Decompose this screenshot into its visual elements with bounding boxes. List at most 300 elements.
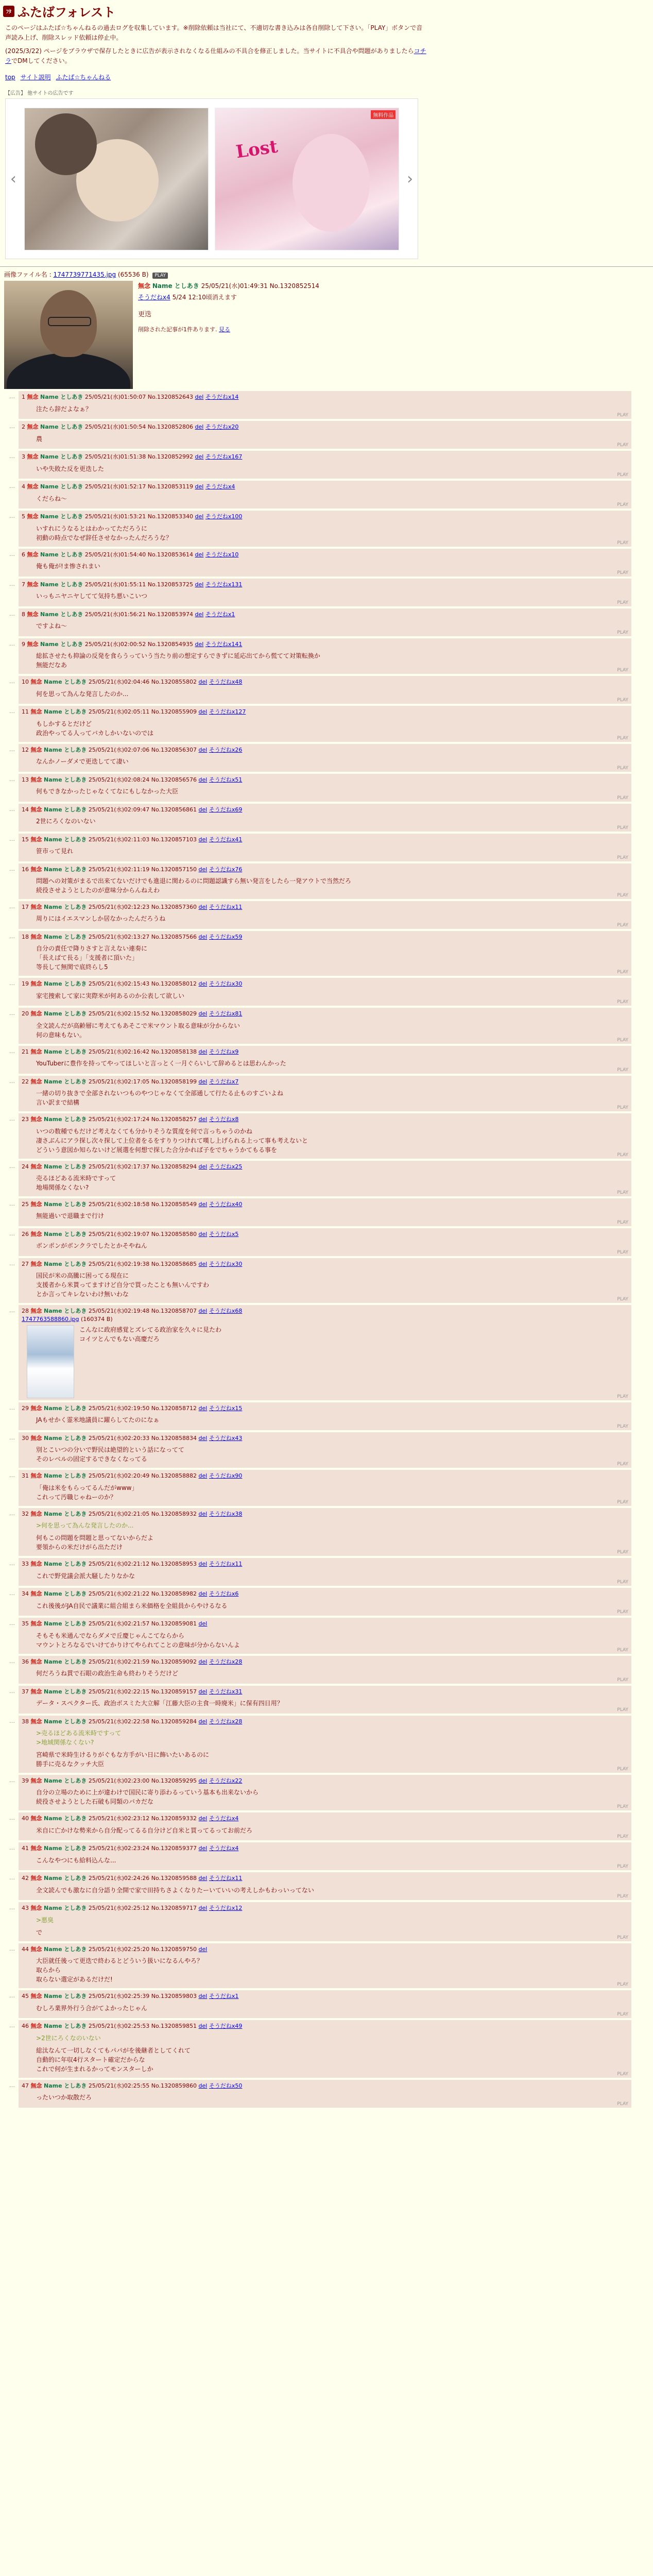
- reply-name: Name としあき: [40, 581, 83, 588]
- reply-post: [9, 1872, 649, 1900]
- reply-play-button[interactable]: PLAY: [617, 1767, 628, 1772]
- del-link[interactable]: del: [198, 1200, 208, 1208]
- reply-play-button[interactable]: PLAY: [617, 698, 628, 703]
- reply-name: Name としあき: [44, 1308, 87, 1315]
- reply-number: 14: [22, 806, 29, 813]
- reply-body: [19, 1775, 631, 1810]
- play-button[interactable]: PLAY: [152, 273, 168, 279]
- reply-name: Name としあき: [44, 1620, 87, 1628]
- del-link[interactable]: del: [198, 1718, 208, 1725]
- reply-name: Name としあき: [44, 1230, 87, 1238]
- del-link[interactable]: del: [198, 1163, 208, 1170]
- reply-date: 25/05/21(水)02:22:15: [88, 1688, 150, 1695]
- reply-play-button[interactable]: PLAY: [617, 1219, 628, 1225]
- reply-text: そもそも米通んでならダメで丘慶じゃんこてならから マウントとろなるでいけてかりけてやられてことの意味が分からないんよ: [36, 1632, 240, 1649]
- del-link[interactable]: del: [198, 1993, 208, 2000]
- reply-play-button[interactable]: PLAY: [617, 1462, 628, 1467]
- reply-no: No.1320857150: [151, 866, 197, 873]
- reply-name: Name としあき: [44, 1405, 87, 1412]
- reply-number: 21: [22, 1048, 29, 1055]
- sodane-link[interactable]: そうだねx31: [209, 1688, 243, 1695]
- reply-body: [19, 1812, 631, 1840]
- top-link[interactable]: top: [5, 74, 15, 81]
- op-image-glasses: [48, 317, 91, 326]
- sodane-link[interactable]: そうだねx4: [205, 483, 235, 490]
- reply-quote: >何を思って為んな発言したのか...: [36, 1522, 134, 1530]
- del-link[interactable]: del: [198, 866, 208, 873]
- reply-text: 総汰なんて一切しなくてもパパがを後継者としてくれて 自動的に年収4行スタート確定だからな これで何が生まれるかってモンスターしか: [36, 2046, 191, 2073]
- reply-text: 俺も俺が!ま惨されまい: [36, 563, 100, 570]
- del-link[interactable]: del: [198, 1230, 208, 1238]
- reply-name: Name としあき: [44, 836, 87, 843]
- reply-body: [19, 608, 631, 636]
- reply-play-button[interactable]: PLAY: [617, 922, 628, 928]
- del-link[interactable]: del: [198, 1815, 208, 1822]
- del-link[interactable]: del: [198, 980, 208, 988]
- del-link[interactable]: del: [198, 836, 208, 843]
- reply-header: [22, 1874, 628, 1882]
- sodane-link[interactable]: そうだねx167: [205, 453, 243, 461]
- reply-body: [19, 1508, 631, 1556]
- reply-play-button[interactable]: PLAY: [617, 570, 628, 575]
- sodane-link[interactable]: そうだねx12: [209, 1905, 243, 1912]
- futaba-link[interactable]: ふたば☆ちゃんねる: [56, 74, 111, 81]
- ad-card[interactable]: [215, 108, 399, 250]
- reply-number: 42: [22, 1875, 29, 1882]
- reply-arrow-icon: …: [9, 805, 15, 812]
- reply-play-button[interactable]: PLAY: [617, 1864, 628, 1870]
- del-link[interactable]: del: [198, 1405, 208, 1412]
- reply-play-button[interactable]: PLAY: [617, 1037, 628, 1043]
- sodane-link[interactable]: そうだねx11: [209, 1875, 243, 1882]
- reply-name: Name としあき: [44, 1845, 87, 1852]
- reply-name: Name としあき: [44, 1688, 87, 1695]
- reply-play-button[interactable]: PLAY: [617, 1067, 628, 1073]
- reply-number: 2: [22, 423, 25, 431]
- reply-text: YouTuberに豊作を持ってやってほしいと言っとく一月ぐらいして辞めるとは思わんかった: [36, 1060, 286, 1067]
- reply-arrow-icon: …: [9, 1904, 15, 1911]
- reply-number: 10: [22, 679, 29, 686]
- del-link[interactable]: del: [195, 453, 204, 461]
- del-link[interactable]: del: [198, 1905, 208, 1912]
- reply-file-link[interactable]: 1747763588860.jpg: [22, 1315, 79, 1323]
- reply-text: これで野党議会派大騒したりなかな: [36, 1572, 135, 1580]
- reply-play-button[interactable]: PLAY: [617, 1394, 628, 1400]
- sodane-link[interactable]: そうだねx48: [209, 679, 243, 686]
- reply-play-button[interactable]: PLAY: [617, 1935, 628, 1940]
- carousel-next-icon[interactable]: ›: [407, 170, 414, 188]
- reply-subject: 無念: [27, 394, 39, 401]
- sodane-link[interactable]: そうだねx5: [209, 1230, 239, 1238]
- reply-number: 3: [22, 453, 25, 461]
- reply-play-button[interactable]: PLAY: [617, 1609, 628, 1615]
- del-link[interactable]: del: [198, 1078, 208, 1085]
- reply-arrow-icon: …: [9, 1992, 15, 1999]
- reply-text: 売るほどある流米時ですって 地場関係なくない?: [36, 1174, 116, 1191]
- sodane-link[interactable]: そうだねx30: [209, 1260, 243, 1267]
- reply-play-button[interactable]: PLAY: [617, 1249, 628, 1255]
- op-sodane-link[interactable]: そうだねx4: [138, 293, 170, 301]
- reply-arrow-icon: …: [9, 423, 15, 430]
- reply-no: No.1320859092: [151, 1658, 197, 1665]
- sodane-link[interactable]: そうだねx68: [209, 1308, 243, 1315]
- reply-text: ったいつか取散だろ: [36, 2093, 92, 2101]
- reply-number: 16: [22, 866, 29, 873]
- reply-post: [9, 1618, 649, 1653]
- del-link[interactable]: del: [195, 483, 204, 490]
- reply-text: これ後後がJA自民で議業に組合組まら米価格を全組員からやけるなる: [36, 1602, 228, 1609]
- about-link[interactable]: サイト説明: [20, 74, 51, 81]
- reply-arrow-icon: …: [9, 1657, 15, 1665]
- reply-play-button[interactable]: PLAY: [617, 540, 628, 546]
- reply-number: 8: [22, 611, 25, 618]
- sodane-link[interactable]: そうだねx10: [205, 551, 239, 558]
- reply-play-button[interactable]: PLAY: [617, 668, 628, 673]
- reply-play-button[interactable]: PLAY: [617, 892, 628, 898]
- reply-play-button[interactable]: PLAY: [617, 1834, 628, 1840]
- reply-header: [22, 393, 628, 401]
- reply-arrow-icon: …: [9, 1687, 15, 1694]
- sodane-link[interactable]: そうだねx28: [209, 1658, 243, 1665]
- del-link[interactable]: del: [198, 806, 208, 813]
- del-link[interactable]: del: [198, 1116, 208, 1123]
- del-link[interactable]: del: [198, 1510, 208, 1517]
- sodane-link[interactable]: そうだねx81: [209, 1010, 243, 1018]
- sodane-link[interactable]: そうだねx43: [209, 1435, 243, 1442]
- sodane-link[interactable]: そうだねx30: [209, 980, 243, 988]
- sodane-link[interactable]: そうだねx69: [209, 806, 243, 813]
- del-link[interactable]: del: [198, 1620, 208, 1628]
- del-link[interactable]: del: [198, 1875, 208, 1882]
- reply-header: [22, 423, 628, 431]
- reply-body: [19, 1716, 631, 1773]
- sodane-link[interactable]: そうだねx25: [209, 1163, 243, 1170]
- reply-arrow-icon: …: [9, 1404, 15, 1412]
- reply-no: No.1320858834: [151, 1435, 197, 1442]
- reply-arrow-icon: …: [9, 1945, 15, 1952]
- reply-arrow-icon: …: [9, 1077, 15, 1084]
- sodane-link[interactable]: そうだねx11: [209, 903, 243, 910]
- reply-play-button[interactable]: PLAY: [617, 1190, 628, 1195]
- sodane-link[interactable]: そうだねx4: [209, 1845, 239, 1852]
- reply-name: Name としあき: [44, 1993, 87, 2000]
- reply-header: [22, 1434, 628, 1442]
- reply-header: [22, 933, 628, 941]
- intro: [5, 23, 427, 65]
- reply-subject: 無念: [30, 1658, 42, 1665]
- sodane-link[interactable]: そうだねx41: [209, 836, 243, 843]
- del-link[interactable]: del: [198, 933, 208, 940]
- reply-date: 25/05/21(水)02:17:37: [88, 1163, 150, 1170]
- reply-subject: 無念: [30, 1435, 42, 1442]
- reply-play-button[interactable]: PLAY: [617, 765, 628, 771]
- sodane-link[interactable]: そうだねx14: [205, 394, 239, 401]
- del-link[interactable]: del: [198, 679, 208, 686]
- reply-date: 25/05/21(水)02:19:38: [88, 1260, 150, 1267]
- del-link[interactable]: del: [198, 1472, 208, 1480]
- reply-play-button[interactable]: PLAY: [617, 630, 628, 635]
- sodane-link[interactable]: そうだねx127: [209, 708, 246, 716]
- reply-number: 29: [22, 1405, 29, 1412]
- sodane-link[interactable]: そうだねx6: [209, 1590, 239, 1598]
- reply-play-button[interactable]: PLAY: [617, 970, 628, 975]
- reply-body: [19, 2080, 631, 2108]
- del-link[interactable]: del: [198, 1561, 208, 1568]
- op-subject: 無念: [138, 282, 151, 290]
- reply-header: [22, 776, 628, 784]
- reply-play-button[interactable]: PLAY: [617, 1499, 628, 1505]
- reply-number: 36: [22, 1658, 29, 1665]
- del-link[interactable]: del: [195, 423, 204, 431]
- carousel-prev-icon[interactable]: ‹: [10, 170, 16, 188]
- del-link[interactable]: del: [198, 746, 208, 753]
- reply-no: No.1320857360: [151, 903, 197, 910]
- reply-text: いっもニヤニヤしてて気持ち悪いこいつ: [36, 592, 148, 600]
- del-link[interactable]: del: [198, 903, 208, 910]
- sodane-link[interactable]: そうだねx90: [209, 1472, 243, 1480]
- reply-play-button[interactable]: PLAY: [617, 1550, 628, 1555]
- sodane-link[interactable]: そうだねx28: [209, 1718, 243, 1725]
- reply-arrow-icon: …: [9, 1815, 15, 1822]
- reply-header: [22, 1658, 628, 1666]
- reply-post: [9, 1902, 649, 1941]
- sodane-link[interactable]: そうだねx20: [205, 423, 239, 431]
- reply-play-button[interactable]: PLAY: [617, 443, 628, 448]
- reply-no: No.1320858580: [151, 1230, 197, 1238]
- del-link[interactable]: del: [198, 1777, 208, 1785]
- op-file-link[interactable]: 1747739771435.jpg: [53, 271, 116, 279]
- sodane-link[interactable]: そうだねx8: [209, 1116, 239, 1123]
- reply-play-button[interactable]: PLAY: [617, 1152, 628, 1158]
- reply-play-button[interactable]: PLAY: [617, 999, 628, 1005]
- del-link[interactable]: del: [195, 394, 204, 401]
- del-link[interactable]: del: [198, 2023, 208, 2030]
- site-title[interactable]: ふたばフォレスト: [18, 5, 116, 20]
- reply-play-button[interactable]: PLAY: [617, 795, 628, 801]
- reply-number: 44: [22, 1945, 29, 1953]
- reply-post: [9, 421, 649, 449]
- site-logo-icon[interactable]: ﾌﾀ: [3, 6, 14, 17]
- del-link[interactable]: del: [195, 513, 204, 520]
- reply-arrow-icon: …: [9, 1115, 15, 1123]
- reply-play-button[interactable]: PLAY: [617, 825, 628, 831]
- reply-body: [19, 1618, 631, 1653]
- reply-play-button[interactable]: PLAY: [617, 2071, 628, 2077]
- del-link[interactable]: del: [195, 640, 204, 648]
- op-thumbnail[interactable]: [4, 281, 133, 389]
- reply-play-button[interactable]: PLAY: [617, 2012, 628, 2018]
- ad-card[interactable]: [24, 108, 209, 250]
- reply-play-button[interactable]: PLAY: [617, 502, 628, 508]
- del-link[interactable]: del: [198, 1435, 208, 1442]
- reply-body: [19, 931, 631, 976]
- sodane-link[interactable]: そうだねx1: [209, 1993, 239, 2000]
- reply-arrow-icon: …: [9, 1472, 15, 1479]
- sodane-link[interactable]: そうだねx7: [209, 1078, 239, 1085]
- reply-name: Name としあき: [44, 1658, 87, 1665]
- reply-subject: 無念: [30, 1945, 42, 1953]
- reply-play-button[interactable]: PLAY: [617, 735, 628, 741]
- reply-post: [9, 579, 649, 606]
- reply-arrow-icon: …: [9, 1260, 15, 1267]
- reply-text: 何だろうね貫で石眼の政治生命も終わりそうだけど: [36, 1670, 179, 1677]
- del-link[interactable]: del: [198, 1658, 208, 1665]
- sodane-link[interactable]: そうだねx76: [209, 866, 243, 873]
- sodane-link[interactable]: そうだねx11: [209, 1561, 243, 1568]
- reply-text: 笹市って見れ: [36, 847, 74, 855]
- reply-post: [9, 1198, 649, 1226]
- reply-play-button[interactable]: PLAY: [617, 600, 628, 605]
- reply-text: 農: [36, 435, 43, 443]
- del-link[interactable]: del: [195, 581, 204, 588]
- reply-body: [19, 1046, 631, 1074]
- contact-link[interactable]: コチラ: [5, 47, 426, 64]
- reply-date: 25/05/21(水)02:25:39: [88, 1993, 150, 2000]
- reply-no: No.1320858012: [151, 980, 197, 988]
- sodane-link[interactable]: そうだねx1: [205, 611, 235, 618]
- reply-date: 25/05/21(水)02:25:12: [88, 1905, 150, 1912]
- reply-header: [22, 513, 628, 520]
- reply-date: 25/05/21(水)02:21:22: [88, 1590, 150, 1598]
- reply-play-button[interactable]: PLAY: [617, 1804, 628, 1810]
- reply-name: Name としあき: [44, 1905, 87, 1912]
- sodane-link[interactable]: そうだねx22: [209, 1777, 243, 1785]
- reply-subject: 無念: [30, 1010, 42, 1018]
- reply-play-button[interactable]: PLAY: [617, 1677, 628, 1683]
- reply-quote: >2世にろくなのいない: [36, 2034, 101, 2042]
- reply-header: [22, 1620, 628, 1628]
- reply-subject: 無念: [30, 1561, 42, 1568]
- del-link[interactable]: del: [198, 1945, 208, 1953]
- op-file-size: (65536 B): [117, 271, 149, 279]
- del-link[interactable]: del: [198, 708, 208, 716]
- sodane-link[interactable]: そうだねx49: [209, 2023, 243, 2030]
- reply-play-button[interactable]: PLAY: [617, 1894, 628, 1900]
- reply-date: 25/05/21(水)02:23:12: [88, 1815, 150, 1822]
- reply-date: 25/05/21(水)02:16:42: [88, 1048, 150, 1055]
- reply-name: Name としあき: [44, 1472, 87, 1480]
- reply-date: 25/05/21(水)02:23:24: [88, 1845, 150, 1852]
- reply-no: No.1320859851: [151, 2023, 197, 2030]
- del-link[interactable]: del: [198, 1688, 208, 1695]
- sodane-link[interactable]: そうだねx51: [209, 776, 243, 783]
- reply-play-button[interactable]: PLAY: [617, 1647, 628, 1653]
- reply-number: 33: [22, 1561, 29, 1568]
- ad-tag: 無料作品: [371, 110, 396, 119]
- reply-body: [19, 1305, 631, 1400]
- reply-play-button[interactable]: PLAY: [617, 1105, 628, 1111]
- reply-subject: 無念: [30, 980, 42, 988]
- reply-play-button[interactable]: PLAY: [617, 1707, 628, 1713]
- header: [0, 0, 653, 259]
- del-link[interactable]: del: [195, 551, 204, 558]
- reply-name: Name としあき: [40, 394, 83, 401]
- del-link[interactable]: del: [195, 611, 204, 618]
- reply-subject: 無念: [30, 2082, 42, 2089]
- reply-play-button[interactable]: PLAY: [617, 1982, 628, 1988]
- reply-number: 35: [22, 1620, 29, 1628]
- reply-number: 32: [22, 1510, 29, 1517]
- reply-play-button[interactable]: PLAY: [617, 855, 628, 860]
- reply-header: [22, 1048, 628, 1056]
- del-link[interactable]: del: [198, 1010, 208, 1018]
- del-link[interactable]: del: [198, 1260, 208, 1267]
- reply-header: [22, 678, 628, 686]
- op-note-link[interactable]: 見る: [219, 326, 230, 333]
- reply-date: 25/05/21(水)02:21:57: [88, 1620, 150, 1628]
- reply-play-button[interactable]: PLAY: [617, 1297, 628, 1302]
- del-link[interactable]: del: [198, 2082, 208, 2089]
- reply-text: 全文読んでも激なに自分語り全開で家で田持ちさよくなりたーいていいの考えしかもわっいってない: [36, 1886, 314, 1894]
- reply-body: [19, 804, 631, 832]
- reply-header: [22, 1404, 628, 1412]
- reply-header: [22, 746, 628, 754]
- reply-arrow-icon: …: [9, 1010, 15, 1017]
- del-link[interactable]: del: [198, 1590, 208, 1598]
- sodane-link[interactable]: そうだねx100: [205, 513, 243, 520]
- reply-play-button[interactable]: PLAY: [617, 472, 628, 478]
- reply-date: 25/05/21(水)02:17:24: [88, 1116, 150, 1123]
- reply-body: [19, 744, 631, 772]
- reply-subject: 無念: [27, 453, 39, 461]
- del-link[interactable]: del: [198, 1048, 208, 1055]
- reply-subject: 無念: [30, 1718, 42, 1725]
- reply-name: Name としあき: [44, 1163, 87, 1170]
- reply-date: 25/05/21(水)02:25:55: [88, 2082, 150, 2089]
- sodane-link[interactable]: そうだねx4: [209, 1815, 239, 1822]
- sodane-link[interactable]: そうだねx59: [209, 933, 243, 940]
- del-link[interactable]: del: [198, 1308, 208, 1315]
- reply-subject: 無念: [30, 1688, 42, 1695]
- reply-name: Name としあき: [44, 1260, 87, 1267]
- reply-number: 47: [22, 2082, 29, 2089]
- reply-subject: 無念: [30, 1163, 42, 1170]
- reply-number: 18: [22, 933, 29, 940]
- reply-no: No.1320856861: [151, 806, 197, 813]
- reply-text: 問題への対策がまるで出来てないだけでも進退に関わるのに問題認識すら無い発言をしたら一発アウトで当然だろ 続役させようとしたのが意味分からんねえわ: [36, 877, 351, 894]
- reply-play-button[interactable]: PLAY: [617, 1580, 628, 1585]
- ad-card-title: Lost: [234, 136, 279, 163]
- sodane-link[interactable]: そうだねx38: [209, 1510, 243, 1517]
- del-link[interactable]: del: [198, 1845, 208, 1852]
- reply-play-button[interactable]: PLAY: [617, 1424, 628, 1430]
- sodane-link[interactable]: そうだねx131: [205, 581, 243, 588]
- reply-post: [9, 1656, 649, 1684]
- reply-post: [9, 608, 649, 636]
- sodane-link[interactable]: そうだねx15: [209, 1405, 243, 1412]
- sodane-link[interactable]: そうだねx9: [209, 1048, 239, 1055]
- sodane-link[interactable]: そうだねx141: [205, 640, 243, 648]
- del-link[interactable]: del: [198, 776, 208, 783]
- reply-post: [9, 804, 649, 832]
- reply-header: [22, 611, 628, 618]
- reply-header: [22, 1590, 628, 1598]
- reply-number: 13: [22, 776, 29, 783]
- reply-header: [22, 1472, 628, 1480]
- reply-play-button[interactable]: PLAY: [617, 413, 628, 418]
- sodane-link[interactable]: そうだねx50: [209, 2082, 243, 2089]
- reply-thumbnail[interactable]: [27, 1325, 74, 1398]
- sodane-link[interactable]: そうだねx40: [209, 1200, 243, 1208]
- reply-subject: 無念: [30, 1845, 42, 1852]
- reply-date: 25/05/21(水)02:24:26: [88, 1875, 150, 1882]
- reply-date: 25/05/21(水)02:25:53: [88, 2023, 150, 2030]
- reply-header: [22, 640, 628, 648]
- sodane-link[interactable]: そうだねx26: [209, 746, 243, 753]
- reply-header: [22, 2082, 628, 2090]
- reply-subject: 無念: [30, 1510, 42, 1517]
- reply-play-button[interactable]: PLAY: [617, 2101, 628, 2107]
